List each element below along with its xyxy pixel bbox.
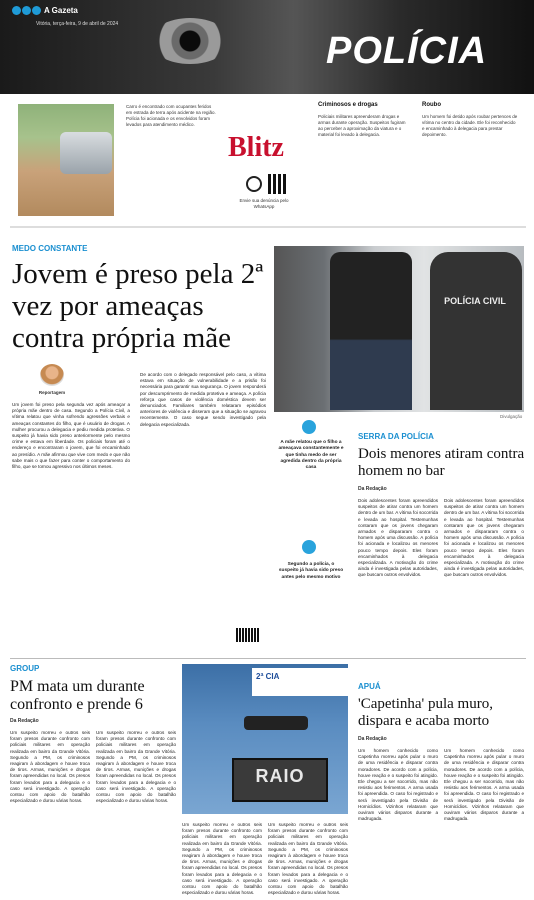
story2-byline: Da Redação [358,486,387,492]
photo-credit: Divulgação [500,414,523,419]
story3-byline: Da Redação [10,718,39,724]
main-kicker: MEDO CONSTANTE [12,244,88,253]
story3-body-col2: Um suspeito morreu e outros seis foram presos durante confronto com policiais militares em operação realizada em bairro da Grande Vitória. Segundo a PM, os criminosos reagiram à abordagem e houve troca de tiros. Armas, munições e drogas foram apreendidas no local. Os presos foram levados para a delegacia e o caso será investigado. A operação contou com apoio do batalhão especializado e durou várias horas. [96,730,176,804]
main-body-col1: Um jovem foi preso pela segunda vez após ameaçar a própria mãe dentro de casa. Segundo a Polícia Civil, a vítima relatou que vinha sofrendo agressões verbais e ameaças constantes do filho, que é usuário de drogas. A mulher procurou a delegacia e pediu medida protetiva. O suspeito já havia sido preso anteriormente pelo mesmo crime e estava em liberdade. Os policiais foram até o endereço e encontraram o jovem, que foi encaminhado ao presídio. A mãe afirmou que vive com medo e que não sabe mais o que fazer para conter o comportamento do filho, que se tornou agressivo nos últimos meses. [12,402,130,470]
story4-body-col1: Um homem conhecido como Capetinha morreu após pular o muro de uma residência e disparar contra moradores. De acordo com a polícia, houve reação e o suspeito foi atingido. Ele chegou a ser socorrido, mas não resistiu aos ferimentos. A arma usada foi apreendida. O caso foi registrado e será investigado pela Divisão de Homicídios. Vizinhos relataram que ouviram vários disparos durante a madrugada. [358,748,438,822]
raio-banner-text: 2ª CIA [256,672,280,681]
whatsapp-caption: Envie sua denúncia pelo WhatsApp [239,198,289,209]
story2-headline: Dois menores atiram contra homem no bar [358,446,525,479]
qr-code-icon [236,628,260,642]
car-image [60,132,112,174]
story4-body-col2: Um homem conhecido como Capetinha morreu após pular o muro de uma residência e disparar contra moradores. De acordo com a polícia, houve reação e o suspeito foi atingido. Ele chegou a ser socorrido, mas não resistiu aos ferimentos. A arma usada foi apreendida. O caso foi registrado e será investigado pela Divisão de Homicídios. Vizinhos relataram que ouviram vários disparos durante a madrugada. [444,748,524,822]
logo-dot-icon [32,6,41,15]
blitz-logo: Blitz [228,132,284,163]
story4-byline: Da Redação [358,736,387,742]
vest-label: POLÍCIA CIVIL [444,296,506,306]
raio-sign-text: RAIO [255,766,305,786]
main-body-col2: De acordo com o delegado responsável pelo caso, a vítima estava em situação de vulnerabilidade e a prisão foi necessária para garantir sua segurança. O jovem responderá por descumprimento de medida protetiva e ameaça. A polícia reforça que casos de violência doméstica devem ser denunciados. Familiares também relataram episódios anteriores de violência e disseram que a situação se agravou recentemente. O caso segue sendo investigado pela delegacia especializada. [140,372,266,427]
blitz-col2: Policiais militares apreenderam drogas e armas durante operação. Suspeitos fugiram ao perceber a aproximação da viatura e o material foi levado à delegacia. [318,114,406,137]
story3-body-col4: Um suspeito morreu e outros seis foram presos durante confronto com policiais militares em operação realizada em bairro da Grande Vitória. Segundo a PM, os criminosos reagiram à abordagem e houve troca de tiros. Armas, munições e drogas foram apreendidas no local. Os presos foram levados para a delegacia e o caso será investigado. A operação contou com apoio do batalhão especializado e durou várias horas. [268,822,348,896]
main-headline: Jovem é preso pela 2ª vez por ameaças contra própria mãe [12,258,264,354]
author-avatar [40,364,64,386]
logo-dot-icon [12,6,21,15]
pull-quote-1: A mãe relatou que o filho a ameaçava constantemente e que tinha medo de ser agredida dentro da própria casa [278,440,344,471]
whatsapp-icon [246,176,262,192]
story4-kicker: APUÁ [358,682,381,691]
qr-code-icon [268,174,288,194]
blitz-col3-head: Roubo [422,102,441,108]
story3-body-col1: Um suspeito morreu e outros seis foram presos durante confronto com policiais militares em operação realizada em bairro da Grande Vitória. Segundo a PM, os criminosos reagiram à abordagem e houve troca de tiros. Armas, munições e drogas foram apreendidas no local. Os presos foram levados para a delegacia e o caso será investigado. A operação contou com apoio do batalhão especializado e durou várias horas. [10,730,90,804]
eye-illustration [150,18,230,64]
story2-body-col2: Dois adolescentes foram apreendidos suspeitos de atirar contra um homem dentro de um bar. A vítima foi socorrida e levada ao hospital. Testemunhas contaram que os jovens chegaram armados e dispararam contra o homem após uma discussão. A polícia foi acionada e localizou os menores pouco tempo depois. Eles foram encaminhados à delegacia especializada. A motivação do crime ainda é investigada pelas autoridades, que buscam outros envolvidos. [444,498,524,578]
officer-figure [430,252,522,410]
section-header [0,0,534,94]
author-name: Reportagem [38,390,66,395]
divider [10,658,526,659]
logo-dot-icon [22,6,31,15]
edition-date: Vitória, terça-feira, 9 de abril de 2024 [36,21,119,27]
pull-quote-2: Segundo a polícia, o suspeito já havia sido preso antes pelo mesmo motivo [278,562,344,580]
gun-image [244,716,308,730]
quote-icon [302,420,316,434]
story3-kicker: GROUP [10,664,40,673]
story3-headline: PM mata um durante confronto e prende 6 [10,678,145,713]
paper-logo: A Gazeta [12,6,78,15]
suspect-figure [330,252,412,410]
blitz-col1: Carro é encontrado com ocupantes feridos em estrada de terra após acidente na região. Polícia foi acionada e os envolvidos foram levados para atendimento médico. [126,104,216,127]
story3-body-col3: Um suspeito morreu e outros seis foram presos durante confronto com policiais militares em operação realizada em bairro da Grande Vitória. Segundo a PM, os criminosos reagiram à abordagem e houve troca de tiros. Armas, munições e drogas foram apreendidas no local. Os presos foram levados para a delegacia e o caso será investigado. A operação contou com apoio do batalhão especializado e durou várias horas. [182,822,262,896]
section-title: POLÍCIA [326,30,488,72]
story4-headline: 'Capetinha' pula muro, dispara e acaba morto [358,696,493,729]
story2-body-col1: Dois adolescentes foram apreendidos suspeitos de atirar contra um homem dentro de um bar. A vítima foi socorrida e levada ao hospital. Testemunhas contaram que os jovens chegaram armados e dispararam contra o homem após uma discussão. A polícia foi acionada e localizou os menores pouco tempo depois. Eles foram encaminhados à delegacia especializada. A motivação do crime ainda é investigada pelas autoridades, que buscam outros envolvidos. [358,498,438,578]
blitz-col2-head: Criminosos e drogas [318,102,378,108]
blitz-col3: Um homem foi detido após roubar pertences de vítima no centro da cidade. Ele foi reconhecido e encaminhado à delegacia para prestar depoimento. [422,114,518,137]
story2-kicker: SERRA DA POLÍCIA [358,432,434,441]
quote-icon [302,540,316,554]
